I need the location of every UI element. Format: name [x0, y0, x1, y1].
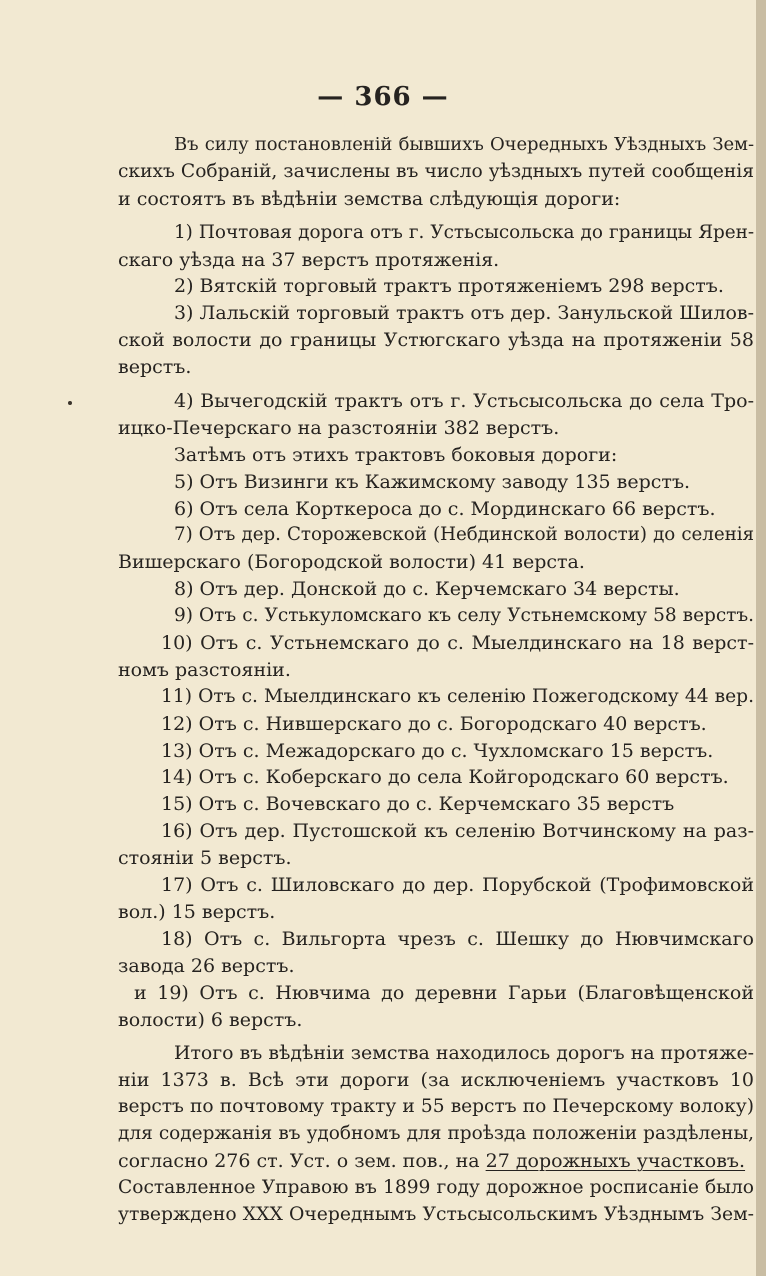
list-item: 5) Отъ Визинги къ Кажимскому заводу 135 верстъ.	[174, 470, 691, 493]
list-item: 1) Почтовая дорога отъ г. Устьсысольска до границы Ярен-	[174, 221, 754, 243]
list-item: 9) Отъ с. Устькуломскаго къ селу Устьнемскому 58 верстъ.	[174, 605, 754, 627]
text-line: ицко-Печерскаго на разстояніи 382 верстъ.	[118, 416, 560, 439]
list-item: 10) Отъ с. Устьнемскаго до с. Мыелдинскаго на 18 верст-	[161, 632, 754, 655]
list-item: 8) Отъ дер. Донской до с. Керчемскаго 34 версты.	[174, 578, 680, 601]
list-item: 13) Отъ с. Межадорскаго до с. Чухломскаго 15 верстъ.	[161, 739, 714, 762]
text-line: для содержанія въ удобномъ для проѣзда положеніи раздѣлены,	[118, 1123, 754, 1145]
text-line: скаго уѣзда на 37 верстъ протяженія.	[118, 248, 500, 271]
text-line: Затѣмъ отъ этихъ трактовъ боковыя дороги:	[174, 443, 618, 466]
text-line: ніи 1373 в. Всѣ эти дороги (за исключеніемъ участковъ 10	[118, 1069, 754, 1092]
list-item: 3) Лальскій торговый трактъ отъ дер. Занульской Шилов-	[174, 302, 754, 325]
list-item: 2) Вятскій торговый трактъ протяженіемъ 298 верстъ.	[174, 275, 724, 298]
page-gutter	[756, 0, 766, 1276]
list-item: и 19) Отъ с. Нювчима до деревни Гарьи (Благовѣщенской	[134, 981, 754, 1004]
text-line: утверждено XXX Очереднымъ Устьсысольскимъ Уѣзднымъ Зем-	[118, 1203, 754, 1225]
list-item: 4) Вычегодскій трактъ отъ г. Устьсысольска до села Тро-	[174, 390, 754, 413]
text-line: номъ разстояніи.	[118, 658, 291, 681]
page-number: — 366 —	[317, 82, 449, 112]
text-line: верстъ по почтовому тракту и 55 верстъ по Печерскому волоку)	[118, 1096, 754, 1118]
ink-speck	[68, 401, 72, 405]
list-item: 7) Отъ дер. Сторожевской (Небдинской волости) до селенія	[174, 524, 754, 546]
text-line: Вишерскаго (Богородской волости) 41 верста.	[118, 551, 585, 574]
list-item: 18) Отъ с. Вильгорта чрезъ с. Шешку до Нювчимскаго	[161, 927, 754, 950]
list-item: 15) Отъ с. Вочевскаго до с. Керчемскаго 35 верстъ	[161, 793, 675, 816]
text-line: и состоятъ въ вѣдѣніи земства слѣдующія дороги:	[118, 187, 621, 210]
list-item: 6) Отъ села Корткероса до с. Мординскаго 66 верстъ.	[174, 497, 716, 520]
body-text	[118, 132, 754, 1229]
text-line: вол.) 15 верстъ.	[118, 900, 276, 923]
list-item: 17) Отъ с. Шиловскаго до дер. Порубской (Трофимовской	[161, 874, 754, 897]
text-line: верстъ.	[118, 356, 192, 379]
text-line: завода 26 верстъ.	[118, 954, 295, 977]
text-line: скихъ Собраній, зачислены въ число уѣздныхъ путей сообщенія	[118, 160, 754, 182]
text-fragment: согласно 276 ст. Уст. о зем. пов., на	[118, 1149, 480, 1172]
text-line: волости) 6 верстъ.	[118, 1008, 303, 1031]
text-line: Въ силу постановленій бывшихъ Очередныхъ Уѣздныхъ Зем-	[174, 134, 754, 155]
list-item: 12) Отъ с. Нившерскаго до с. Богородскаго 40 верстъ.	[161, 712, 707, 735]
text-line: стояніи 5 верстъ.	[118, 847, 292, 870]
text-line	[118, 1148, 754, 1175]
list-item: 11) Отъ с. Мыелдинскаго къ селенію Пожегодскому 44 вер.	[161, 685, 754, 707]
list-item: 16) Отъ дер. Пустошской къ селенію Вотчинскому на раз-	[161, 820, 754, 843]
text-line: Составленное Управою въ 1899 году дорожное росписаніе было	[118, 1176, 754, 1198]
underlined-text: 27 дорожныхъ участковъ.	[485, 1149, 746, 1172]
list-item: 14) Отъ с. Коберскаго до села Койгородскаго 60 верстъ.	[161, 766, 729, 789]
text-line: Итого въ вѣдѣніи земства находилось дорогъ на протяже-	[174, 1042, 754, 1065]
text-line: ской волости до границы Устюгскаго уѣзда на протяженіи 58	[118, 329, 754, 352]
